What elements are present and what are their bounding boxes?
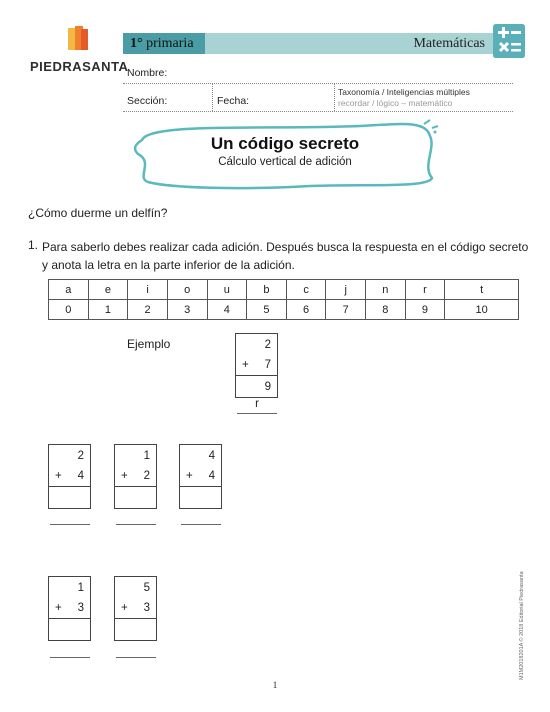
addend-top: 2 (264, 338, 271, 351)
addend-top: 2 (77, 449, 84, 462)
code-letter: c (286, 280, 326, 300)
code-number: 5 (247, 300, 287, 320)
code-number: 2 (128, 300, 168, 320)
exercise-addition (48, 444, 91, 509)
addend-top: 5 (143, 581, 150, 594)
code-numbers-row (49, 300, 519, 320)
sum-answer-box[interactable] (115, 487, 156, 508)
instruction-text: Para saberlo debes realizar cada adición. Después busca la respuesta en el código secreto y anota la letra en la parte inferior de la adición. (42, 240, 529, 272)
publisher-name: PIEDRASANTA (30, 59, 129, 74)
exercise-addition (179, 444, 222, 509)
example-answer-line (237, 413, 277, 414)
example-label: Ejemplo (127, 337, 171, 351)
addend-top: 1 (77, 581, 84, 594)
taxonomy-values: recordar / lógico – matemático (338, 98, 453, 108)
sum-answer-box[interactable] (49, 487, 90, 508)
instruction-number: 1. (28, 238, 39, 252)
letter-answer-line[interactable] (50, 657, 90, 658)
code-letter: e (88, 280, 128, 300)
exercise-addition (48, 576, 91, 641)
secret-code-table (48, 279, 519, 320)
code-number: 10 (445, 300, 519, 320)
sum-answer-box[interactable] (115, 619, 156, 640)
plus-sign: + (55, 602, 62, 614)
code-number: 4 (207, 300, 247, 320)
plus-sign: + (121, 602, 128, 614)
grade-badge (123, 33, 205, 54)
sum-answer-box[interactable] (49, 619, 90, 640)
grade-text: primaria (146, 36, 194, 51)
exercise-addition (114, 576, 157, 641)
letter-answer-line[interactable] (181, 524, 221, 525)
plus-sign: + (121, 470, 128, 482)
letter-answer-line[interactable] (50, 524, 90, 525)
book-logo-icon (66, 26, 90, 54)
section-line (123, 111, 513, 112)
grade-number: 1° (130, 36, 143, 51)
field-divider (212, 84, 213, 111)
publisher-logo (30, 26, 129, 76)
code-number: 0 (49, 300, 89, 320)
code-letters-row (49, 280, 519, 300)
subject-title: Matemáticas (205, 33, 497, 54)
riddle-question: ¿Cómo duerme un delfín? (28, 206, 168, 220)
addend-bottom: + 2 (115, 466, 156, 487)
example-answer-letter: r (255, 398, 259, 410)
worksheet-subtitle: Cálculo vertical de adición (218, 156, 352, 168)
math-operations-icon (491, 22, 527, 60)
plus-sign: + (55, 470, 62, 482)
code-number: 7 (326, 300, 366, 320)
addend-bottom: + 3 (115, 598, 156, 619)
code-letter: o (167, 280, 207, 300)
addend-bottom: + 3 (49, 598, 90, 619)
field-divider (334, 84, 335, 111)
copyright-note: M1M2018201A © 2018 Editorial Piedrasanta (519, 571, 525, 680)
date-label: Fecha: (217, 95, 250, 107)
title-banner (130, 118, 440, 192)
worksheet-title: Un código secreto (210, 134, 360, 153)
code-number: 6 (286, 300, 326, 320)
letter-answer-line[interactable] (116, 657, 156, 658)
code-letter: j (326, 280, 366, 300)
example-addition (235, 333, 278, 398)
addend-bottom: + 7 (236, 355, 277, 376)
sum-answer-box[interactable] (180, 487, 221, 508)
code-letter: t (445, 280, 519, 300)
code-letter: r (405, 280, 445, 300)
section-label: Sección: (127, 95, 168, 107)
name-label: Nombre: (127, 67, 168, 79)
code-letter: u (207, 280, 247, 300)
page-number: 1 (272, 680, 278, 690)
code-letter: a (49, 280, 89, 300)
code-letter: i (128, 280, 168, 300)
addend-bottom: + 4 (49, 466, 90, 487)
name-line (123, 83, 513, 84)
sum-result: 9 (264, 380, 271, 393)
code-letter: n (366, 280, 406, 300)
plus-sign: + (242, 359, 249, 371)
code-number: 9 (405, 300, 445, 320)
addend-top: 1 (143, 449, 150, 462)
code-number: 1 (88, 300, 128, 320)
addend-top: 4 (208, 449, 215, 462)
code-letter: b (247, 280, 287, 300)
code-number: 3 (167, 300, 207, 320)
addend-bottom: + 4 (180, 466, 221, 487)
letter-answer-line[interactable] (116, 524, 156, 525)
exercise-addition (114, 444, 157, 509)
plus-sign: + (186, 470, 193, 482)
taxonomy-title: Taxonomía / Inteligencias múltiples (338, 87, 470, 97)
code-number: 8 (366, 300, 406, 320)
